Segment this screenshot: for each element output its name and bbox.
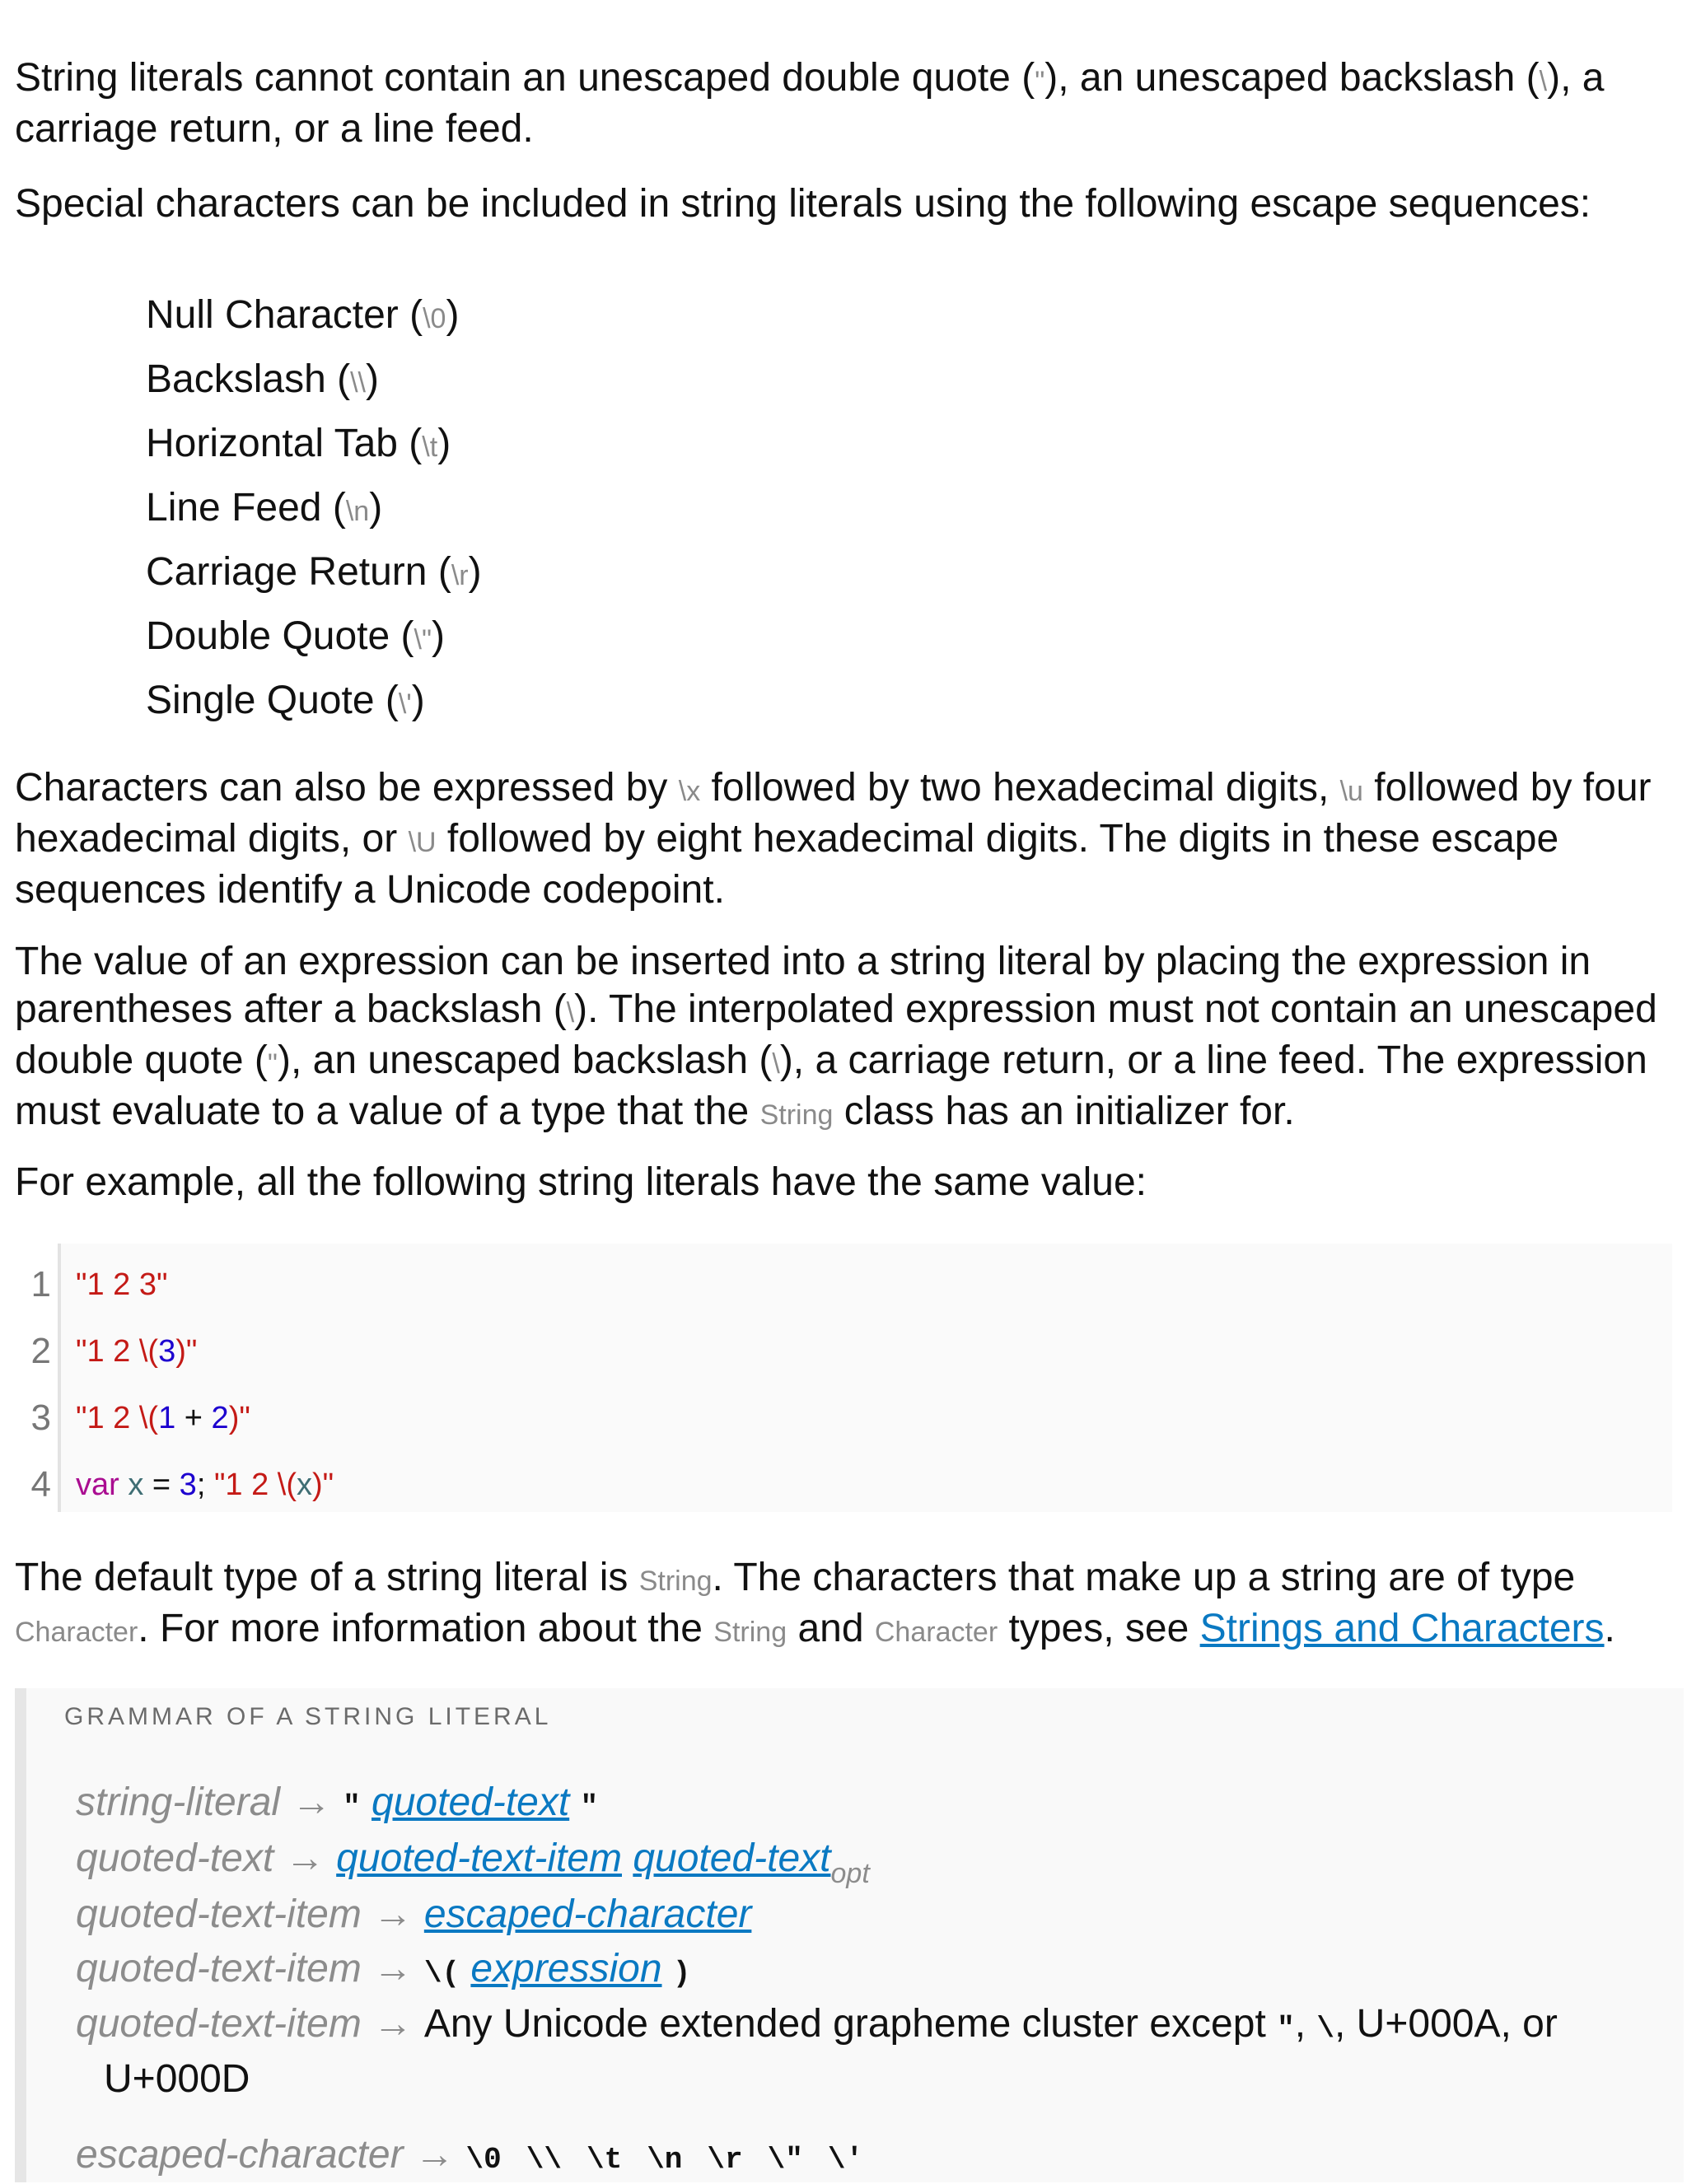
paragraph-hex-escapes: Characters can also be expressed by \x followed by two hexadecimal digits, \u followed by four hexadecimal digits, or \U followed by eight hexadecimal digits. The digits in these escape sequences identify a Unicode codepoint. <box>15 766 1652 912</box>
code-example-block <box>15 1244 1672 1512</box>
grammar-link-escaped-character[interactable]: escaped-character <box>423 1892 752 1936</box>
grammar-rule-continuation: U+000D <box>104 2057 250 2101</box>
grammar-link-quoted-text[interactable]: quoted-text <box>633 1836 831 1880</box>
line-number: 3 <box>30 1398 51 1438</box>
escape-sequence-list <box>146 285 482 735</box>
paragraph-escape-intro: Special characters can be included in string literals using the following escape sequences: <box>15 182 1591 226</box>
escape-item-backslash: Backslash (\\) <box>146 357 379 401</box>
paragraph-unescaped-restrictions: String literals cannot contain an unescaped double quote ("), an unescaped backslash (\), a carriage return, or a line feed. <box>15 56 1605 151</box>
paragraph-example-intro: For example, all the following string literals have the same value: <box>15 1160 1147 1204</box>
escape-item-null: Null Character (\0) <box>146 293 460 337</box>
code-line: 4 var x = 3; "1 2 \(x)" <box>15 1460 334 1510</box>
strings-and-characters-link[interactable]: Strings and Characters <box>1199 1607 1605 1650</box>
grammar-link-quoted-text-item[interactable]: quoted-text-item <box>336 1836 622 1880</box>
escape-item-single-quote: Single Quote (\') <box>146 679 425 722</box>
code-line: 2 "1 2 \(3)" <box>15 1327 197 1376</box>
paragraph-interpolation: The value of an expression can be inserted into a string literal by placing the expression in parentheses after a backslash (\). The interpolated expression must not contain an unescaped double quote ("), an unescaped backslash (\), a carriage return, or a line feed. The expression must evaluate to a value of a type that the String class has an initializer for. <box>15 940 1657 1133</box>
code-line: 1 "1 2 3" <box>15 1260 168 1309</box>
grammar-box <box>15 1688 1684 2182</box>
grammar-rule-escaped-character: escaped-character → \0 \\ \t \n \r \" \' <box>76 2133 864 2177</box>
code-line: 3 "1 2 \(1 + 2)" <box>15 1393 250 1443</box>
code-backslash: \ <box>1539 66 1548 97</box>
escape-item-double-quote: Double Quote (\") <box>146 614 446 658</box>
grammar-rule-quoted-text-item-2: quoted-text-item → \( expression ) <box>76 1947 691 1990</box>
line-number: 2 <box>30 1331 51 1371</box>
line-number: 4 <box>30 1464 51 1505</box>
code-double-quote: " <box>1035 66 1045 97</box>
grammar-link-quoted-text[interactable]: quoted-text <box>372 1780 570 1824</box>
grammar-rule-quoted-text-item-1: quoted-text-item → escaped-character <box>76 1892 752 1936</box>
grammar-link-expression[interactable]: expression <box>470 1947 662 1990</box>
grammar-title: GRAMMAR OF A STRING LITERAL <box>64 1703 552 1730</box>
grammar-rule-string-literal: string-literal → " quoted-text " <box>76 1780 599 1824</box>
grammar-rule-quoted-text-item-3: quoted-text-item → Any Unicode extended grapheme cluster except ", \, U+000A, or <box>76 2002 1558 2046</box>
escape-item-tab: Horizontal Tab (\t) <box>146 422 451 465</box>
paragraph-default-type: The default type of a string literal is String. The characters that make up a string are of type Character. For more information about the String and Character types, see Strings and Characters. <box>15 1556 1615 1650</box>
escape-item-carriage-return: Carriage Return (\r) <box>146 550 482 594</box>
line-number: 1 <box>30 1264 51 1304</box>
escape-item-line-feed: Line Feed (\n) <box>146 486 383 530</box>
grammar-rule-quoted-text: quoted-text → quoted-text-item quoted-text$_{opt}$ <box>76 1836 870 1889</box>
